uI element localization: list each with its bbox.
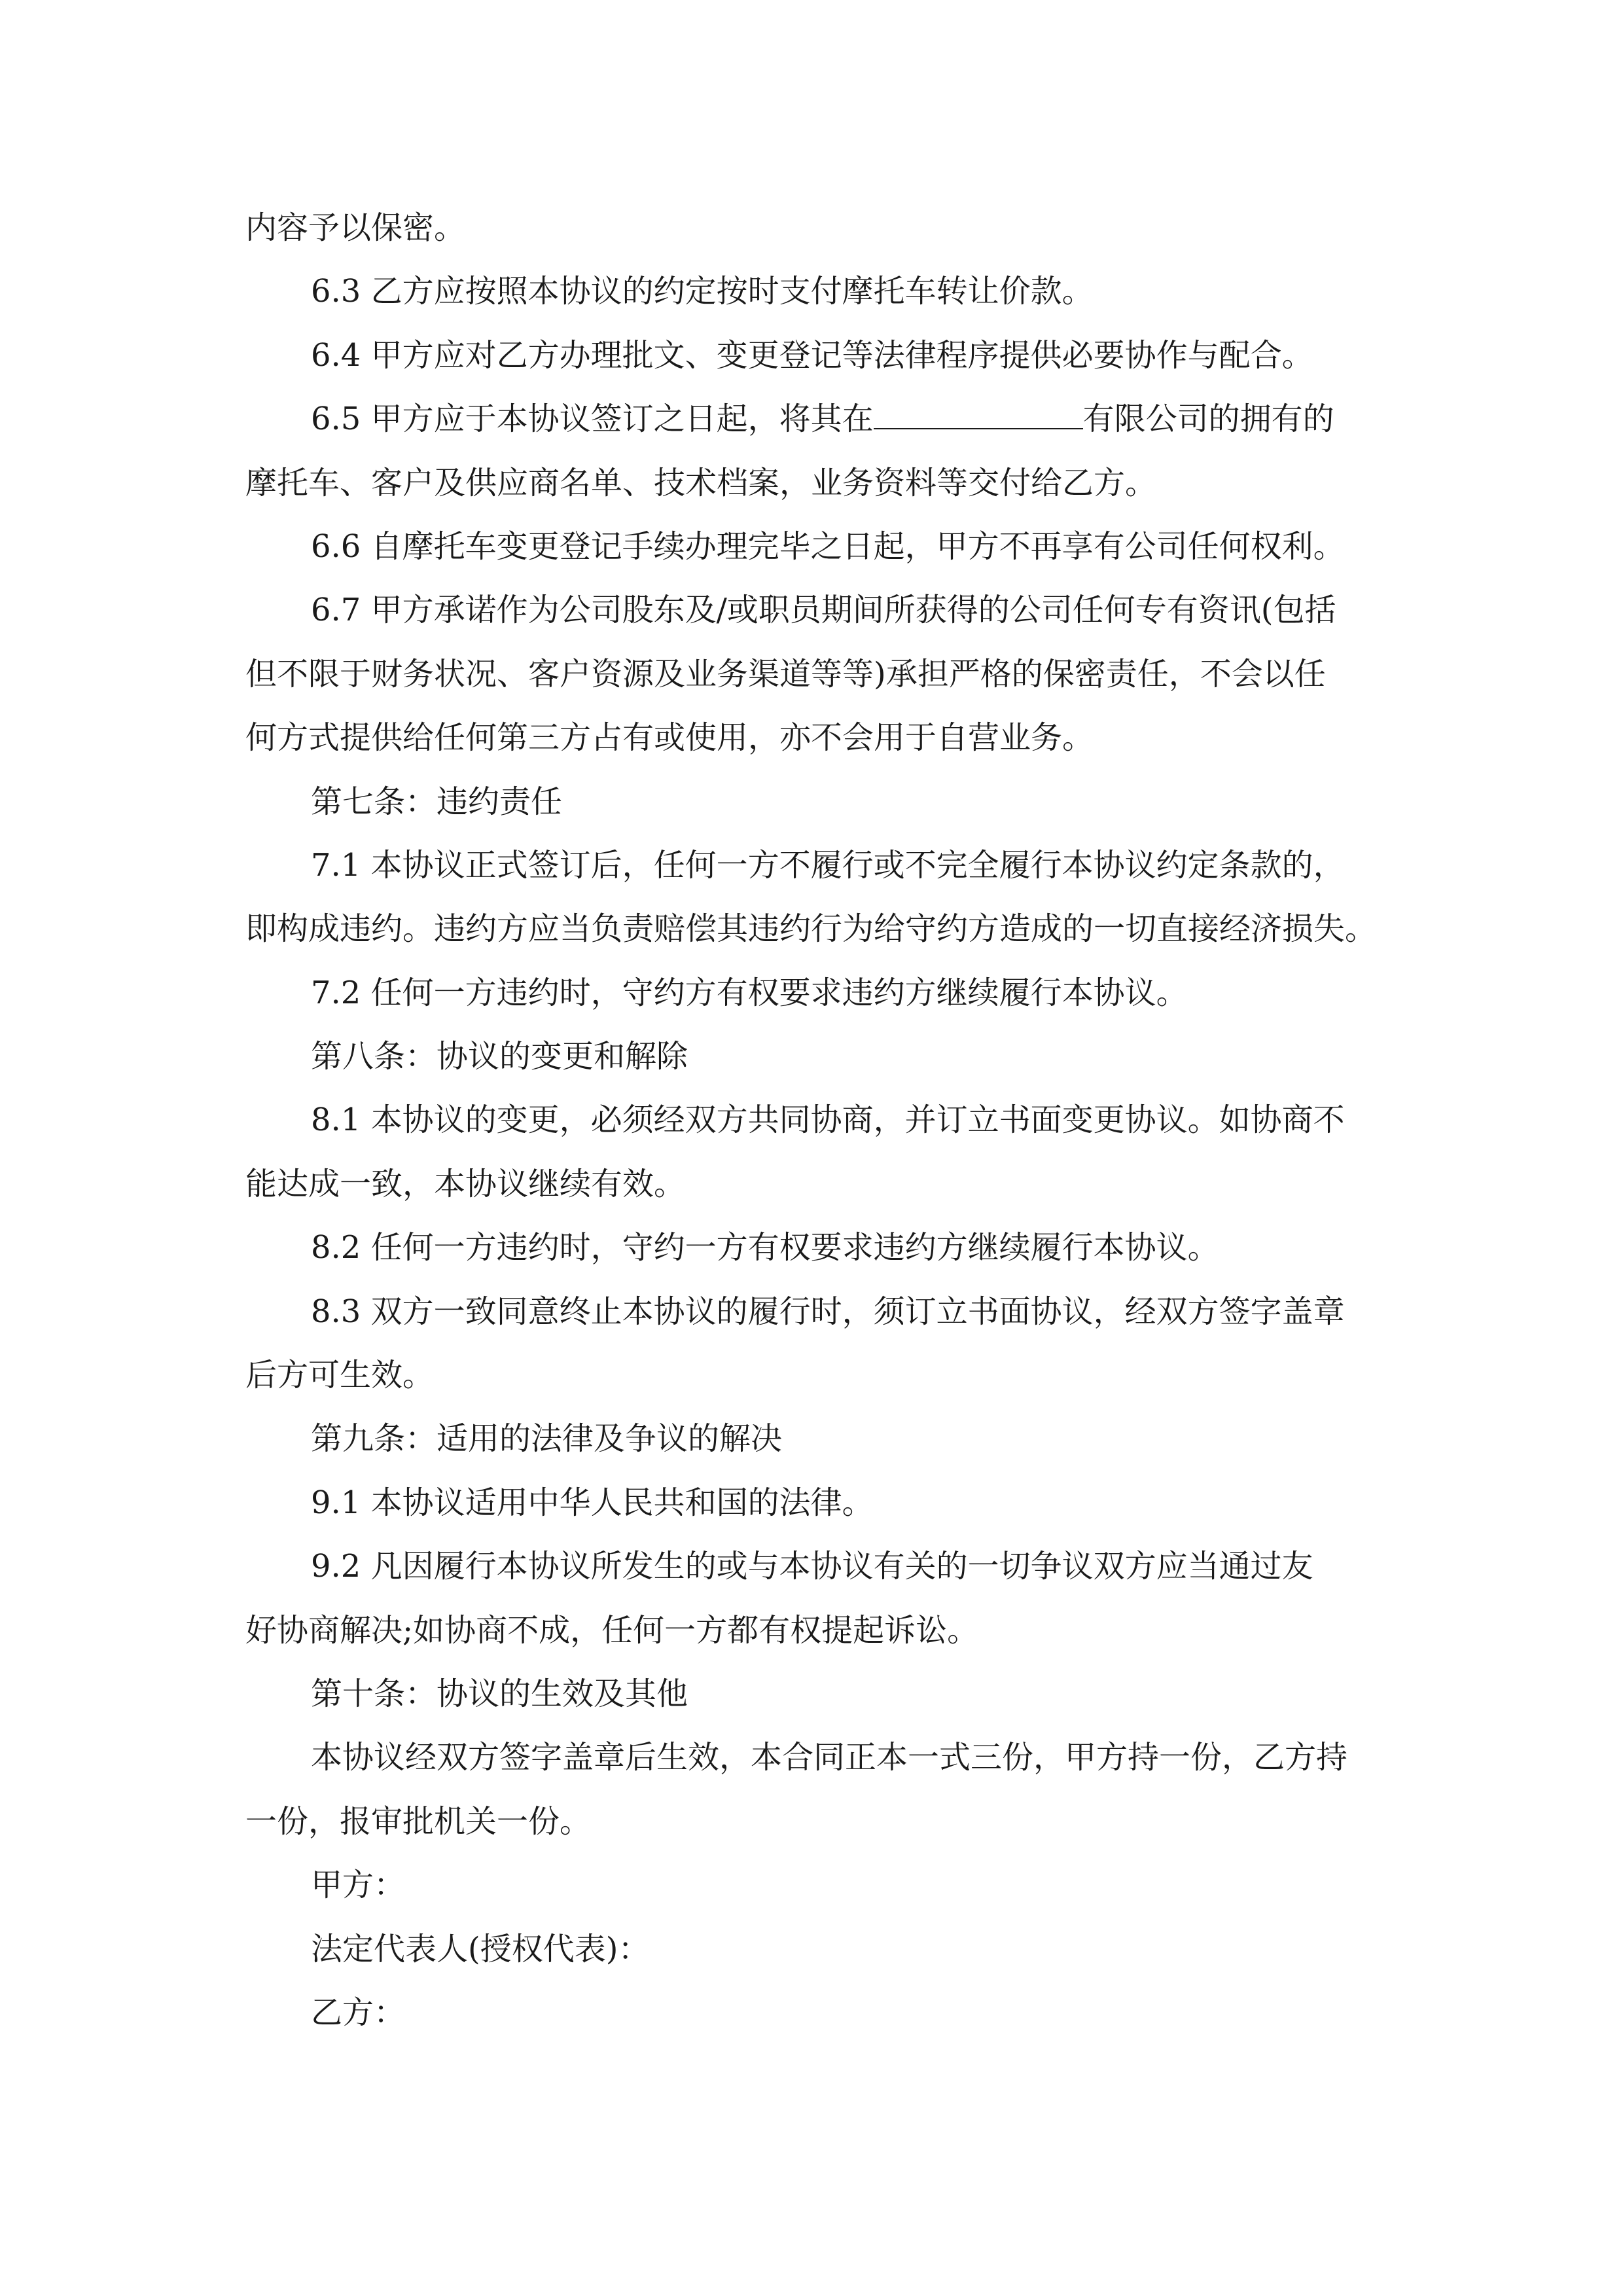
clause-6-5-line-1 xyxy=(245,387,1378,451)
clause-6-4: 6.4 甲方应对乙方办理批文、变更登记等法律程序提供必要协作与配合。 xyxy=(311,336,1313,374)
clause-6-3: 6.3 乙方应按照本协议的约定按时支付摩托车转让价款。 xyxy=(311,273,1094,310)
article-10-line-1: 本协议经双方签字盖章后生效，本合同正本一式三份，甲方持一份，乙方持 xyxy=(311,1739,1348,1776)
clause-8-2: 8.2 任何一方违约时，守约一方有权要求违约方继续履行本协议。 xyxy=(311,1229,1219,1266)
article-8-heading: 第八条：协议的变更和解除 xyxy=(311,1038,688,1075)
article-7-heading: 第七条：违约责任 xyxy=(311,783,563,820)
article-10-line-2: 一份，报审批机关一份。 xyxy=(245,1803,592,1840)
legal-representative-label: 法定代表人(授权代表)： xyxy=(311,1930,650,1967)
company-name-blank xyxy=(874,425,1083,429)
clause-9-2-line-2: 好协商解决;如协商不成，任何一方都有权提起诉讼。 xyxy=(245,1611,979,1649)
clause-8-1-line-1: 8.1 本协议的变更，必须经双方共同协商，并订立书面变更协议。如协商不 xyxy=(311,1102,1345,1139)
contract-body xyxy=(245,196,1378,2045)
clause-7-1-line-1: 7.1 本协议正式签订后，任何一方不履行或不完全履行本协议约定条款的， xyxy=(311,846,1345,884)
clause-6-5-text-a: 6.5 甲方应于本协议签订之日起，将其在 xyxy=(311,401,874,438)
clause-6-5-text-b: 有限公司的拥有的 xyxy=(1082,401,1334,438)
article-10-heading: 第十条：协议的生效及其他 xyxy=(311,1675,688,1712)
paragraph-continuation: 内容予以保密。 xyxy=(245,209,466,246)
clause-8-3-line-2: 后方可生效。 xyxy=(245,1357,435,1394)
clause-6-5-line-2: 摩托车、客户及供应商名单、技术档案，业务资料等交付给乙方。 xyxy=(245,464,1157,501)
clause-6-7-line-3: 何方式提供给任何第三方占有或使用，亦不会用于自营业务。 xyxy=(245,719,1094,757)
clause-8-1-line-2: 能达成一致，本协议继续有效。 xyxy=(245,1165,686,1202)
clause-7-1-line-2: 即构成违约。违约方应当负责赔偿其违约行为给守约方造成的一切直接经济损失。 xyxy=(245,910,1377,948)
article-9-heading: 第九条：适用的法律及争议的解决 xyxy=(311,1420,783,1458)
party-b-signature-label: 乙方： xyxy=(311,1994,406,2031)
clause-9-1: 9.1 本协议适用中华人民共和国的法律。 xyxy=(311,1484,874,1521)
clause-8-3-line-1: 8.3 双方一致同意终止本协议的履行时，须订立书面协议，经双方签字盖章 xyxy=(311,1293,1345,1330)
clause-6-7-line-1: 6.7 甲方承诺作为公司股东及/或职员期间所获得的公司任何专有资讯(包括 xyxy=(311,592,1336,629)
party-a-signature-label: 甲方： xyxy=(311,1867,406,1904)
clause-6-7-line-2: 但不限于财务状况、客户资源及业务渠道等等)承担严格的保密责任，不会以任 xyxy=(245,655,1326,692)
clause-9-2-line-1: 9.2 凡因履行本协议所发生的或与本协议有关的一切争议双方应当通过友 xyxy=(311,1548,1313,1585)
clause-7-2: 7.2 任何一方违约时，守约方有权要求违约方继续履行本协议。 xyxy=(311,974,1188,1011)
clause-6-6: 6.6 自摩托车变更登记手续办理完毕之日起，甲方不再享有公司任何权利。 xyxy=(311,528,1345,565)
